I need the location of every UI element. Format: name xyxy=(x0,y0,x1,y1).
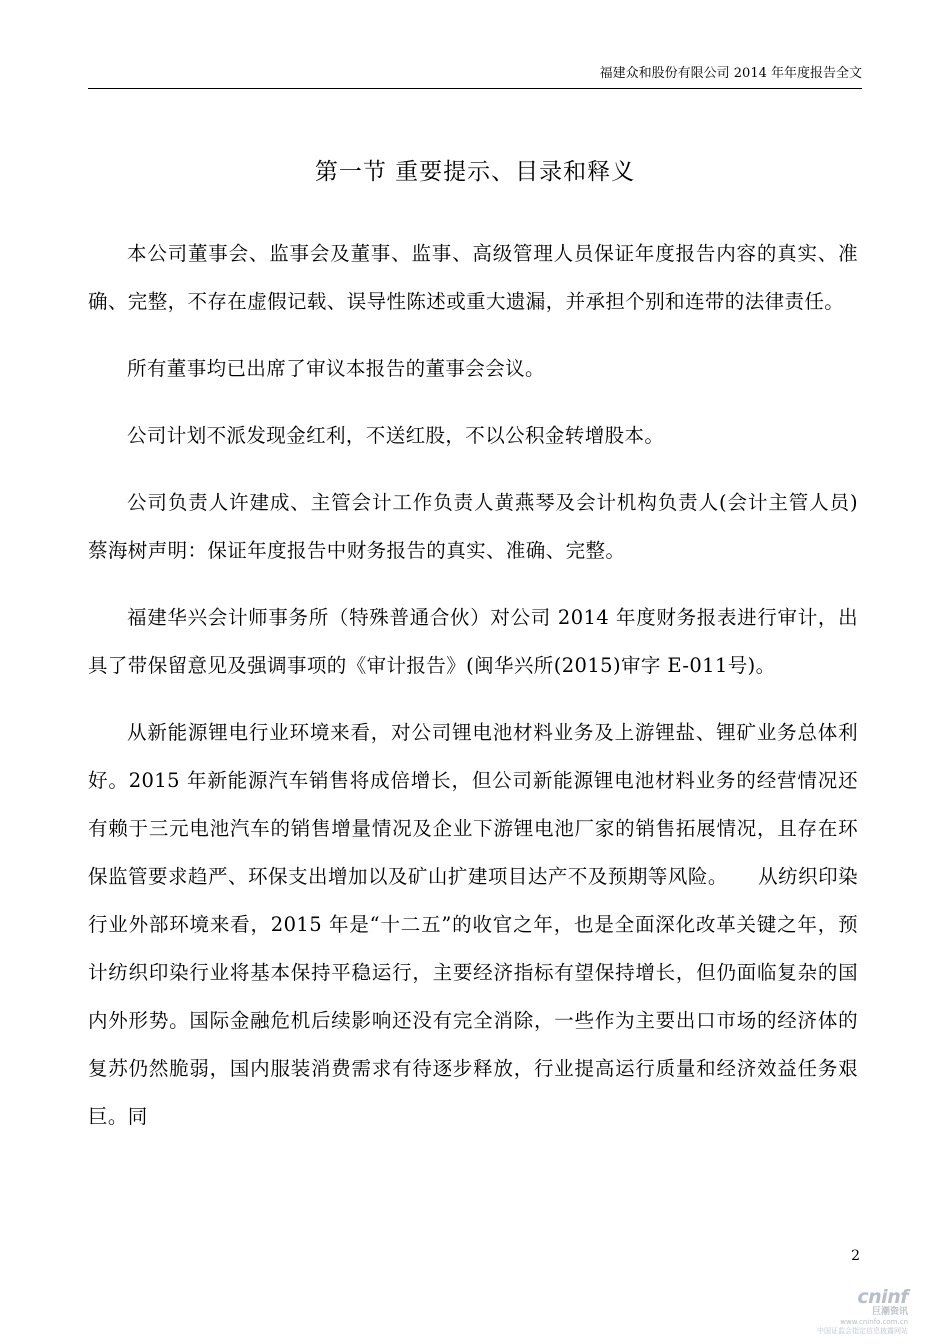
body-text xyxy=(88,230,858,1160)
cninfo-name: 巨潮资讯 xyxy=(871,1307,908,1317)
paragraph-risk-outlook: 从新能源锂电行业环境来看，对公司锂电池材料业务及上游锂盐、锂矿业务总体利好。2015 年新能源汽车销售将成倍增长，但公司新能源锂电池材料业务的经营情况还有赖于三元电池汽车的销售增量情况及企业下游锂电池厂家的销售拓展情况，且存在环保监管要求趋严、环保支出增加以及矿山扩建项目达产不及预期等风险。 从纺织印染行业外部环境来看，2015 年是“十二五”的收官之年，也是全面深化改革关键之年，预计纺织印染行业将基本保持平稳运行，主要经济指标有望保持增长，但仍面临复杂的国内外形势。国际金融危机后续影响还没有完全消除，一些作为主要出口市场的经济体的复苏仍然脆弱，国内服装消费需求有待逐步释放，行业提高运行质量和经济效益任务艰巨。同 xyxy=(88,721,858,1128)
running-header-title: 福建众和股份有限公司 2014 年年度报告全文 xyxy=(599,66,862,81)
running-header xyxy=(88,66,862,89)
cninfo-watermark xyxy=(798,1287,908,1336)
section-title: 第一节 重要提示、目录和释义 xyxy=(314,159,636,185)
paragraph-dividend-plan: 公司计划不派发现金红利，不送红股，不以公积金转增股本。 xyxy=(127,424,665,447)
cninfo-logo: cninf xyxy=(857,1286,908,1308)
cninfo-tagline: 中国证监会指定信息披露网站 xyxy=(817,1327,908,1335)
paragraph-officer-statement: 公司负责人许建成、主管会计工作负责人黄燕琴及会计机构负责人(会计主管人员)蔡海树声明：保证年度报告中财务报告的真实、准确、完整。 xyxy=(88,491,858,562)
paragraph-board-attendance: 所有董事均已出席了审议本报告的董事会会议。 xyxy=(127,357,545,380)
paragraph-responsibility: 本公司董事会、监事会及董事、监事、高级管理人员保证年度报告内容的真实、准确、完整，不存在虚假记载、误导性陈述或重大遗漏，并承担个别和连带的法律责任。 xyxy=(88,242,858,313)
page-number: 2 xyxy=(851,1248,860,1264)
cninfo-url: www.cninfo.com.cn xyxy=(840,1318,908,1326)
paragraph-audit-opinion: 福建华兴会计师事务所（特殊普通合伙）对公司 2014 年度财务报表进行审计，出具了带保留意见及强调事项的《审计报告》(闽华兴所(2015)审字 E-011号)。 xyxy=(88,606,858,677)
